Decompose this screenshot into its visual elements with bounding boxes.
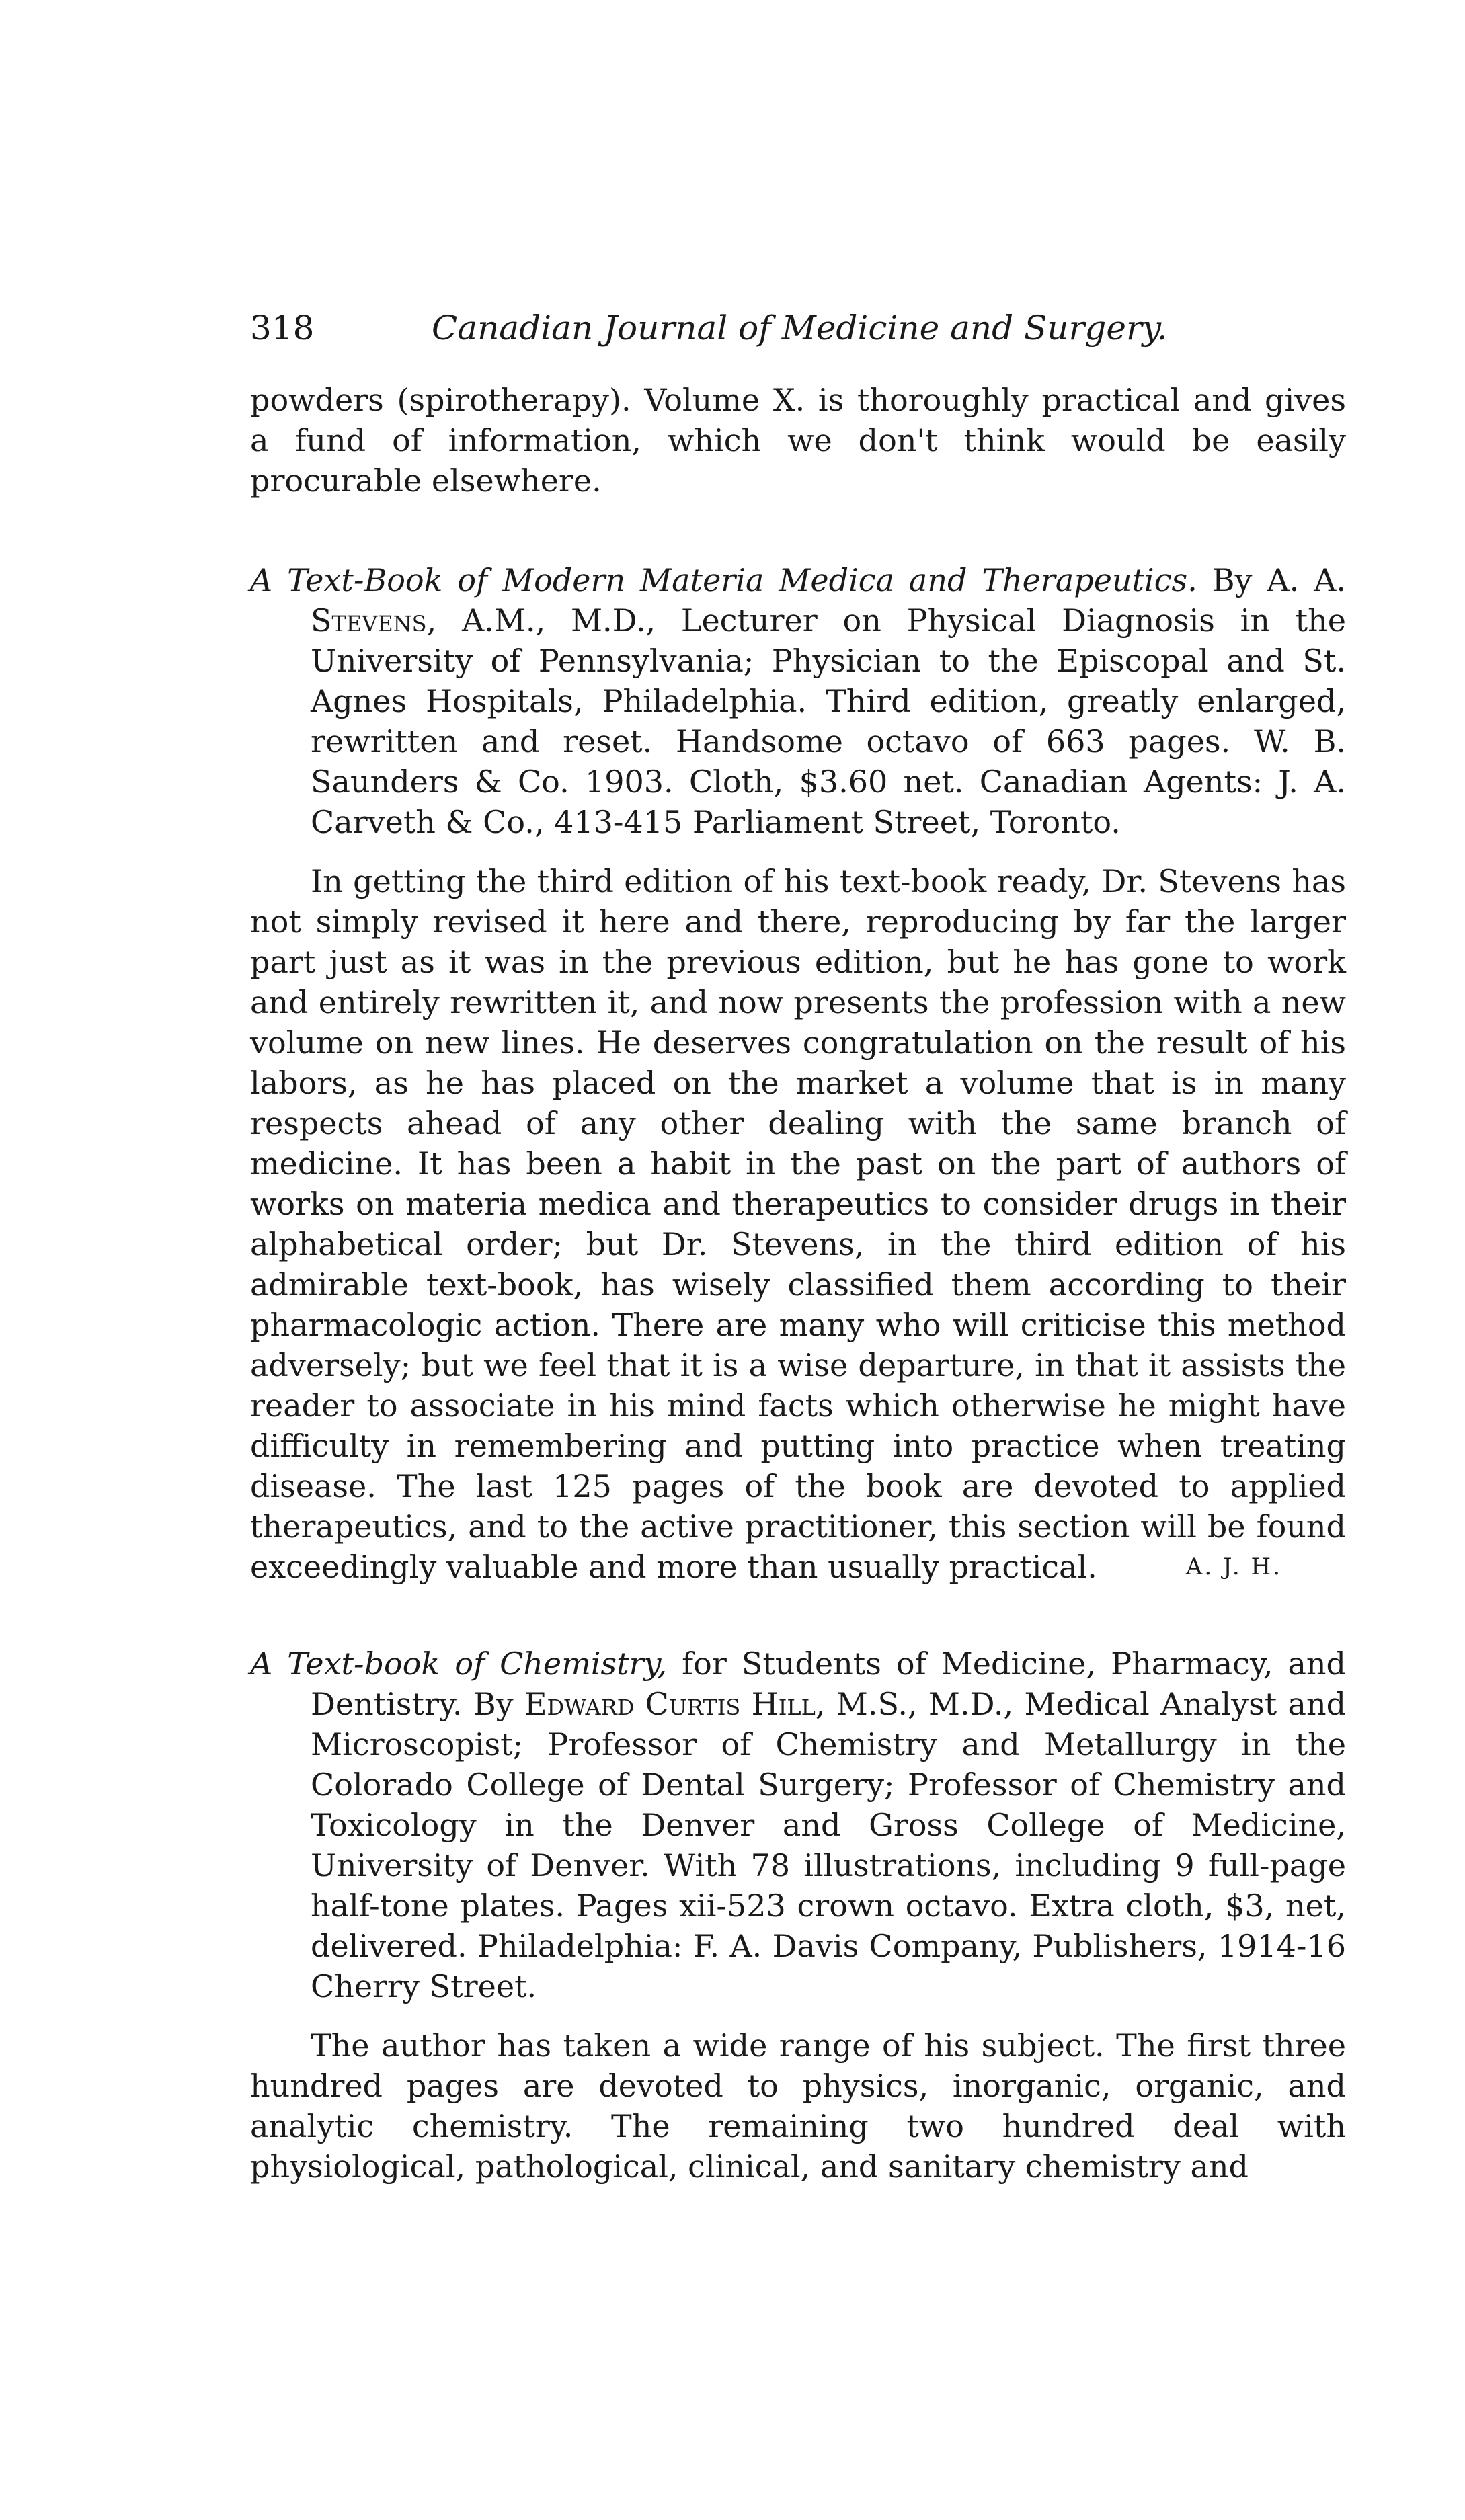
reviewer-signature: A. J. H. xyxy=(1185,1553,1282,1580)
running-title: Canadian Journal of Medicine and Surgery. xyxy=(432,309,1168,348)
book-lead: for Students of Medicine, Pharmacy, and Dentistry. By xyxy=(311,1645,1346,1722)
author-name: A. A. Stevens, xyxy=(311,562,1347,639)
book-title: A Text-book of Chemistry, xyxy=(250,1645,668,1682)
author-name: Edward Curtis Hill, xyxy=(524,1686,826,1722)
review-entry-materia-medica xyxy=(250,560,1346,842)
continuation-paragraph: powders (spirotherapy). Volume X. is thoroughly practical and gives a fund of information, which we don't think would be easily procurable elsewhere. xyxy=(250,382,1346,499)
review-entry-chemistry xyxy=(250,1643,1346,2006)
page-number: 318 xyxy=(250,309,315,348)
review-body-chemistry: The author has taken a wide range of his subject. The first three hundred pages are devoted to physics, inorganic, organic, and analytic chemistry. The remaining two hundred deal with physiological, pathological, clinical, and sanitary chemistry and xyxy=(250,2027,1346,2185)
book-title: A Text-Book of Modern Materia Medica and Therapeutics. xyxy=(250,562,1197,598)
page-body xyxy=(250,380,1346,2187)
section-gap xyxy=(250,1587,1346,1643)
by-label: By xyxy=(1212,562,1253,598)
book-details: M.S., M.D., Medical Analyst and Microscopist; Professor of Chemistry and Metallurgy in the Colorado College of Dental Surgery; Professor of Chemistry and Toxicology in the Denver and Gross College of Medicine, University of Denver. With 78 illustrations, including 9 full-page half-tone plates. Pages xii-523 crown octavo. Extra cloth, $3, net, delivered. Philadelphia: F. A. Davis Company, Publishers, 1914-16 Cherry Street. xyxy=(311,1686,1347,2004)
book-details: A.M., M.D., Lecturer on Physical Diagnosis in the University of Pennsylvania; Physician to the Episcopal and St. Agnes Hospitals, Philadelphia. Third edition, greatly enlarged, rewritten and reset. Handsome octavo of 663 pages. W. B. Saunders & Co. 1903. Cloth, $3.60 net. Canadian Agents: J. A. Carveth & Co., 413-415 Parliament Street, Toronto. xyxy=(311,602,1347,840)
page-header xyxy=(250,301,1346,355)
review-body-materia-medica: In getting the third edition of his text-book ready, Dr. Stevens has not simply revised it here and there, reproducing by far the larger part just as it was in the previous edition, but he has gone to work and entirely rewritten it, and now presents the profession with a new volume on new lines. He deserves congratulation on the result of his labors, as he has placed on the market a volume that is in many respects ahead of any other dealing with the same branch of medicine. It has been a habit in the past on the part of authors of works on materia medica and therapeutics to consider drugs in their alphabetical order; but Dr. Stevens, in the third edition of his admirable text-book, has wisely classified them according to their pharmacologic action. There are many who will criticise this method adversely; but we feel that it is a wise departure, in that it assists the reader to associate in his mind facts which otherwise he might have difficulty in remembering and putting into practice when treating disease. The last 125 pages of the book are devoted to applied therapeutics, and to the active practitioner, this section will be found exceedingly valuable and more than usually practical. xyxy=(250,863,1346,1585)
